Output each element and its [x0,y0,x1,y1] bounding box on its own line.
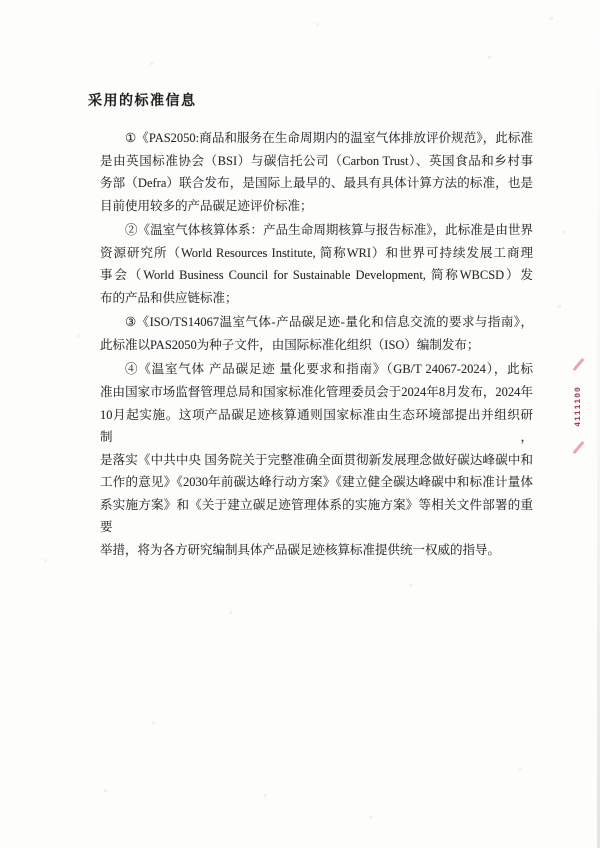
text-line: 准由国家市场监督管理总局和国家标准化管理委员会于2024年8月发布，2024年 [100,385,533,400]
text-line: 10月起实施。这项产品碳足迹核算通则国家标准由生态环境部提出并组织研制， [100,407,533,445]
text-line: 此标准以PAS2050为种子文件，由国际标准化组织（ISO）编制发布； [100,337,480,352]
stamp-stroke-bottom-icon [572,441,584,454]
text-line: 资源研究所（World Resources Institute, 简称WRI）和世界可持续发展工商理 [100,245,533,260]
text-line: ①《PAS2050:商品和服务在生命周期内的温室气体排放评价规范》，此标准 [125,131,533,145]
text-line: ②《温室气体核算体系：产品生命周期核算与报告标准》，此标准是由世界 [125,223,533,238]
text-line: 举措，将为各方研究编制具体产品碳足迹核算标准提供统一权威的指导。 [100,542,501,557]
document-body [100,127,533,561]
text-line: ④《温室气体 产品碳足迹 量化要求和指南》（GB/T 24067-2024），此标 [125,362,533,377]
scan-noise [0,0,1,1]
stamp-stroke-top-icon [572,358,584,371]
text-line: 工作的意见》《2030年前碳达峰行动方案》《建立健全碳达峰碳中和标准计量体 [100,475,533,490]
text-line: 事会（World Business Council for Sustainable Development, 简称WBCSD）发 [100,268,533,283]
text-line: ③《ISO/TS14067温室气体-产品碳足迹-量化和信息交流的要求与指南》， [125,315,533,330]
paragraph [100,358,533,561]
paragraph [100,311,533,356]
document-title: 采用的标准信息 [88,94,197,109]
text-line: 是由英国标准协会（BSI）与碳信托公司（Carbon Trust）、英国食品和乡村事 [100,153,533,168]
text-line: 是落实《中共中央 国务院关于完整准确全面贯彻新发展理念做好碳达峰碳中和 [100,452,533,467]
red-stamp [565,363,591,449]
paragraph [100,127,533,217]
red-stamp-text: 4111100 [573,385,583,427]
paragraph [100,219,533,309]
text-line: 系实施方案》和《关于建立碳足迹管理体系的实施方案》等相关文件部署的重要 [100,497,533,535]
text-line: 布的产品和供应链标准； [100,290,238,305]
text-line: 目前使用较多的产品碳足迹评价标准； [100,198,313,213]
text-line: 务部（Defra）联合发布，是国际上最早的、最具有具体计算方法的标准，也是 [100,176,533,191]
